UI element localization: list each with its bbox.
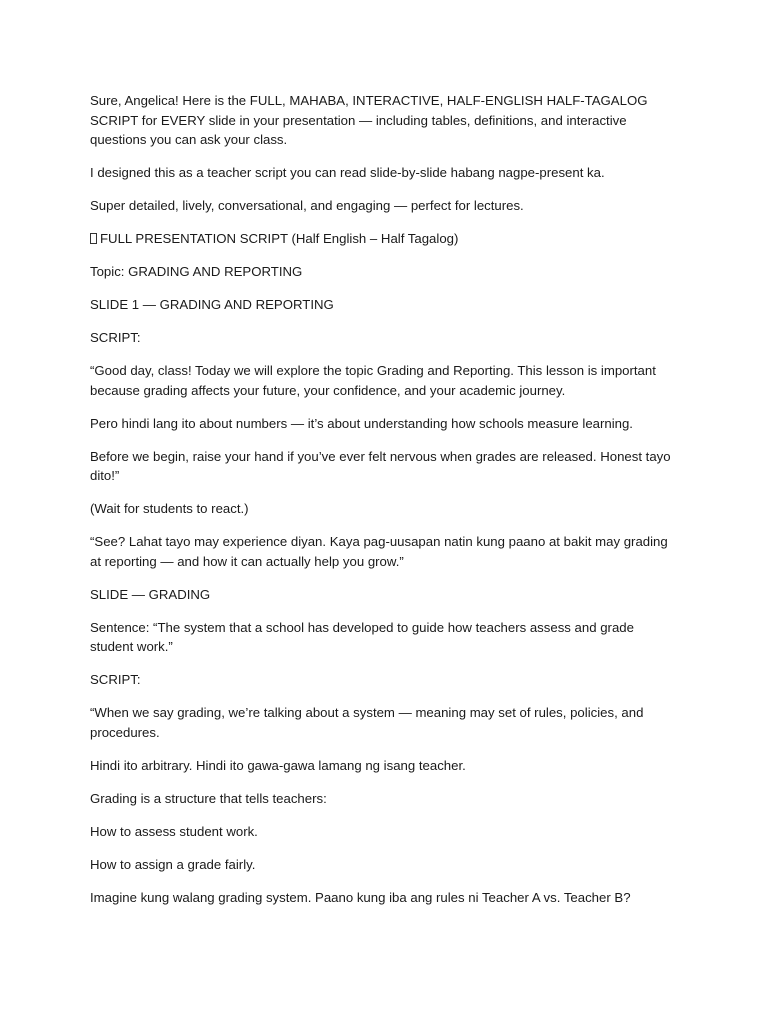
script-label: SCRIPT:: [90, 672, 141, 687]
script-label: SCRIPT:: [90, 330, 141, 345]
script-heading-text: FULL PRESENTATION SCRIPT (Half English – Half Tagalog): [100, 231, 459, 246]
intro-paragraph: Sure, Angelica! Here is the FULL, MAHABA, INTERACTIVE, HALF-ENGLISH HALF-TAGALOG SCRIPT for EVERY slide in your presentation — including tables, definitions, and interactive questions you can ask your class.: [90, 93, 648, 147]
script-paragraph: Grading is a structure that tells teachers:: [90, 790, 327, 806]
script-paragraph: Hindi ito arbitrary. Hindi ito gawa-gawa lamang ng isang teacher.: [90, 757, 466, 773]
script-paragraph: “Good day, class! Today we will explore the topic Grading and Reporting. This lesson is important because grading affects your future, your confidence, and your academic journey.: [90, 363, 656, 398]
script-paragraph: Before we begin, raise your hand if you’ve ever felt nervous when grades are released. Honest tayo dito!”: [90, 448, 671, 483]
slide-grading-heading: SLIDE — GRADING: [90, 586, 211, 602]
script-paragraph: Pero hindi lang ito about numbers — it’s about understanding how schools measure learning.: [90, 415, 633, 431]
style-note-paragraph: Super detailed, lively, conversational, and engaging — perfect for lectures.: [90, 198, 524, 213]
list-item: How to assess student work.: [90, 823, 258, 839]
definition-sentence: Sentence: “The system that a school has developed to guide how teachers assess and grade student work.”: [90, 619, 634, 654]
script-paragraph: “When we say grading, we’re talking about a system — meaning may set of rules, policies, and procedures.: [90, 705, 644, 740]
script-paragraph: Imagine kung walang grading system. Paano kung iba ang rules ni Teacher A vs. Teacher B?: [90, 889, 631, 905]
list-item: How to assign a grade fairly.: [90, 856, 256, 872]
document-body: [90, 91, 680, 921]
stage-direction: (Wait for students to react.): [90, 501, 249, 516]
script-heading: [90, 229, 680, 249]
topic-line: Topic: GRADING AND REPORTING: [90, 264, 303, 279]
design-note-paragraph: I designed this as a teacher script you can read slide-by-slide habang nagpe-present ka.: [90, 165, 605, 180]
script-paragraph: “See? Lahat tayo may experience diyan. Kaya pag-uusapan natin kung paano at bakit may grading at reporting — and how it can actually help you grow.”: [90, 534, 668, 569]
missing-glyph-icon: [90, 233, 97, 244]
slide-1-heading: SLIDE 1 — GRADING AND REPORTING: [90, 297, 334, 312]
